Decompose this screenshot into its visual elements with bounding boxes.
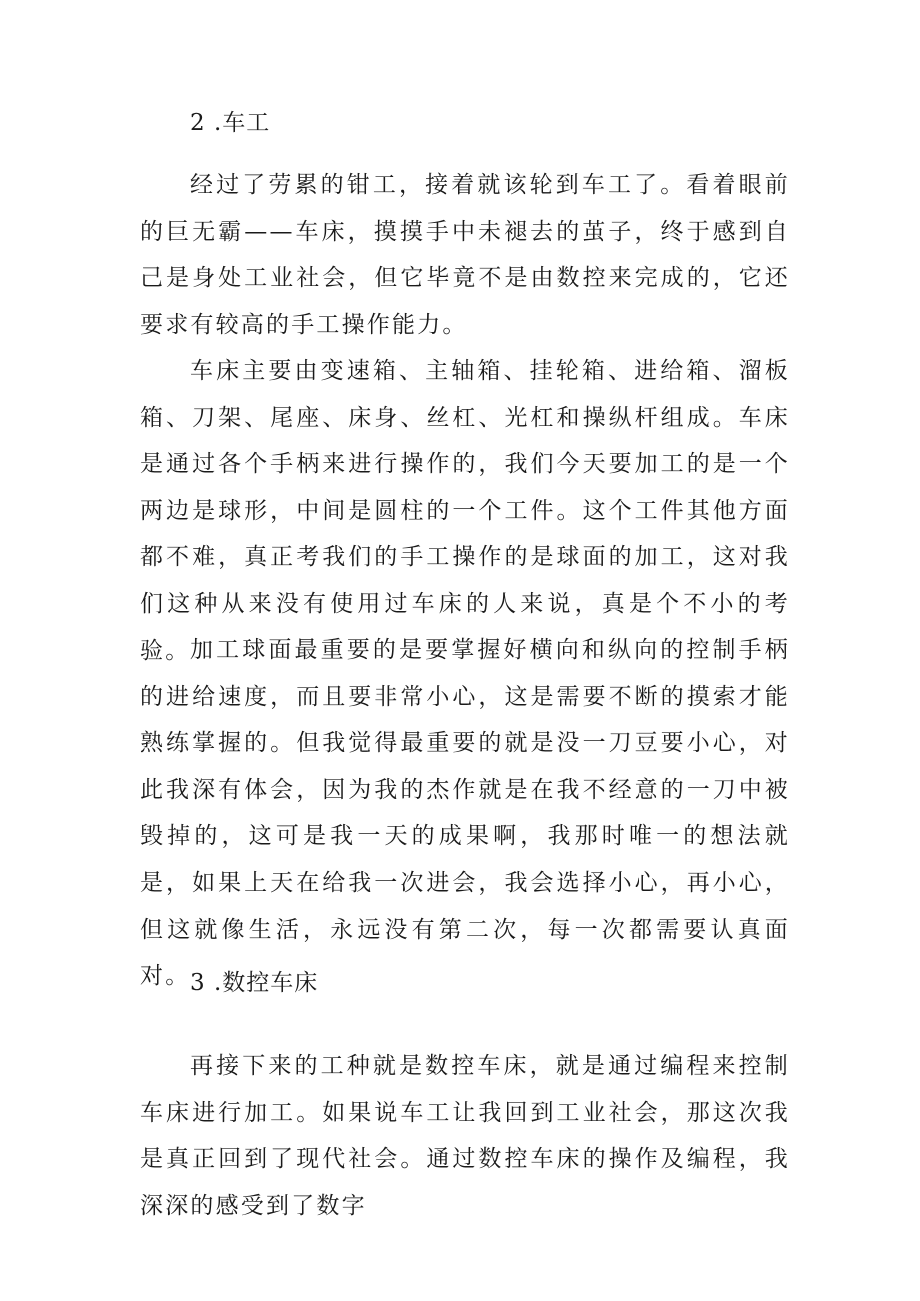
paragraph-lathe-sphere: 加工球面最重要的是要掌握好横向和纵向的控制手柄的进给速度，而且要非常小心，这是需要不断的摸索才能熟练掌握的。但我觉得最重要的就是没一刀豆要小心，对此我深有体会，因为我的杰作就是在我不经意的一刀中被毁掉的，这可是我一天的成果啊，我那时唯一的想法就是，如果上天在给我一次进会，我会选择小心，再小心，但这就像生活，永远没有第二次，每一次都需要认真面对。 — [140, 637, 790, 990]
paragraph-lathe-components: 车床主要由变速箱、主轴箱、挂轮箱、进给箱、溜板箱、刀架、尾座、床身、丝杠、光杠和操纵杆组成。车床是通过各个手柄来进行操作的，我们今天要加工的是一个两边是球形，中间是圆柱的一个工件。这个工件其他方面都不难，真正考我们的手工操作的是球面的加工，这对我们这种从来没有使用过车床的人来说，真是个不小的考验。 — [140, 358, 790, 664]
section-heading-lathe: 2 .车工 — [190, 110, 271, 136]
paragraph-cnc-lathe: 再接下来的工种就是数控车床，就是通过编程来控制车床进行加工。如果说车工让我回到工业社会，那这次我是真正回到了现代社会。通过数控车床的操作及编程，我深深的感受到了数字 — [140, 1053, 790, 1219]
section-heading-cnc-lathe: 3 .数控车床 — [190, 970, 319, 996]
paragraph-lathe-intro: 经过了劳累的钳工，接着就该轮到车工了。看着眼前的巨无霸——车床，摸摸手中未褪去的茧子，终于感到自己是身处工业社会，但它毕竟不是由数控来完成的，它还要求有较高的手工操作能力。 — [140, 172, 790, 338]
